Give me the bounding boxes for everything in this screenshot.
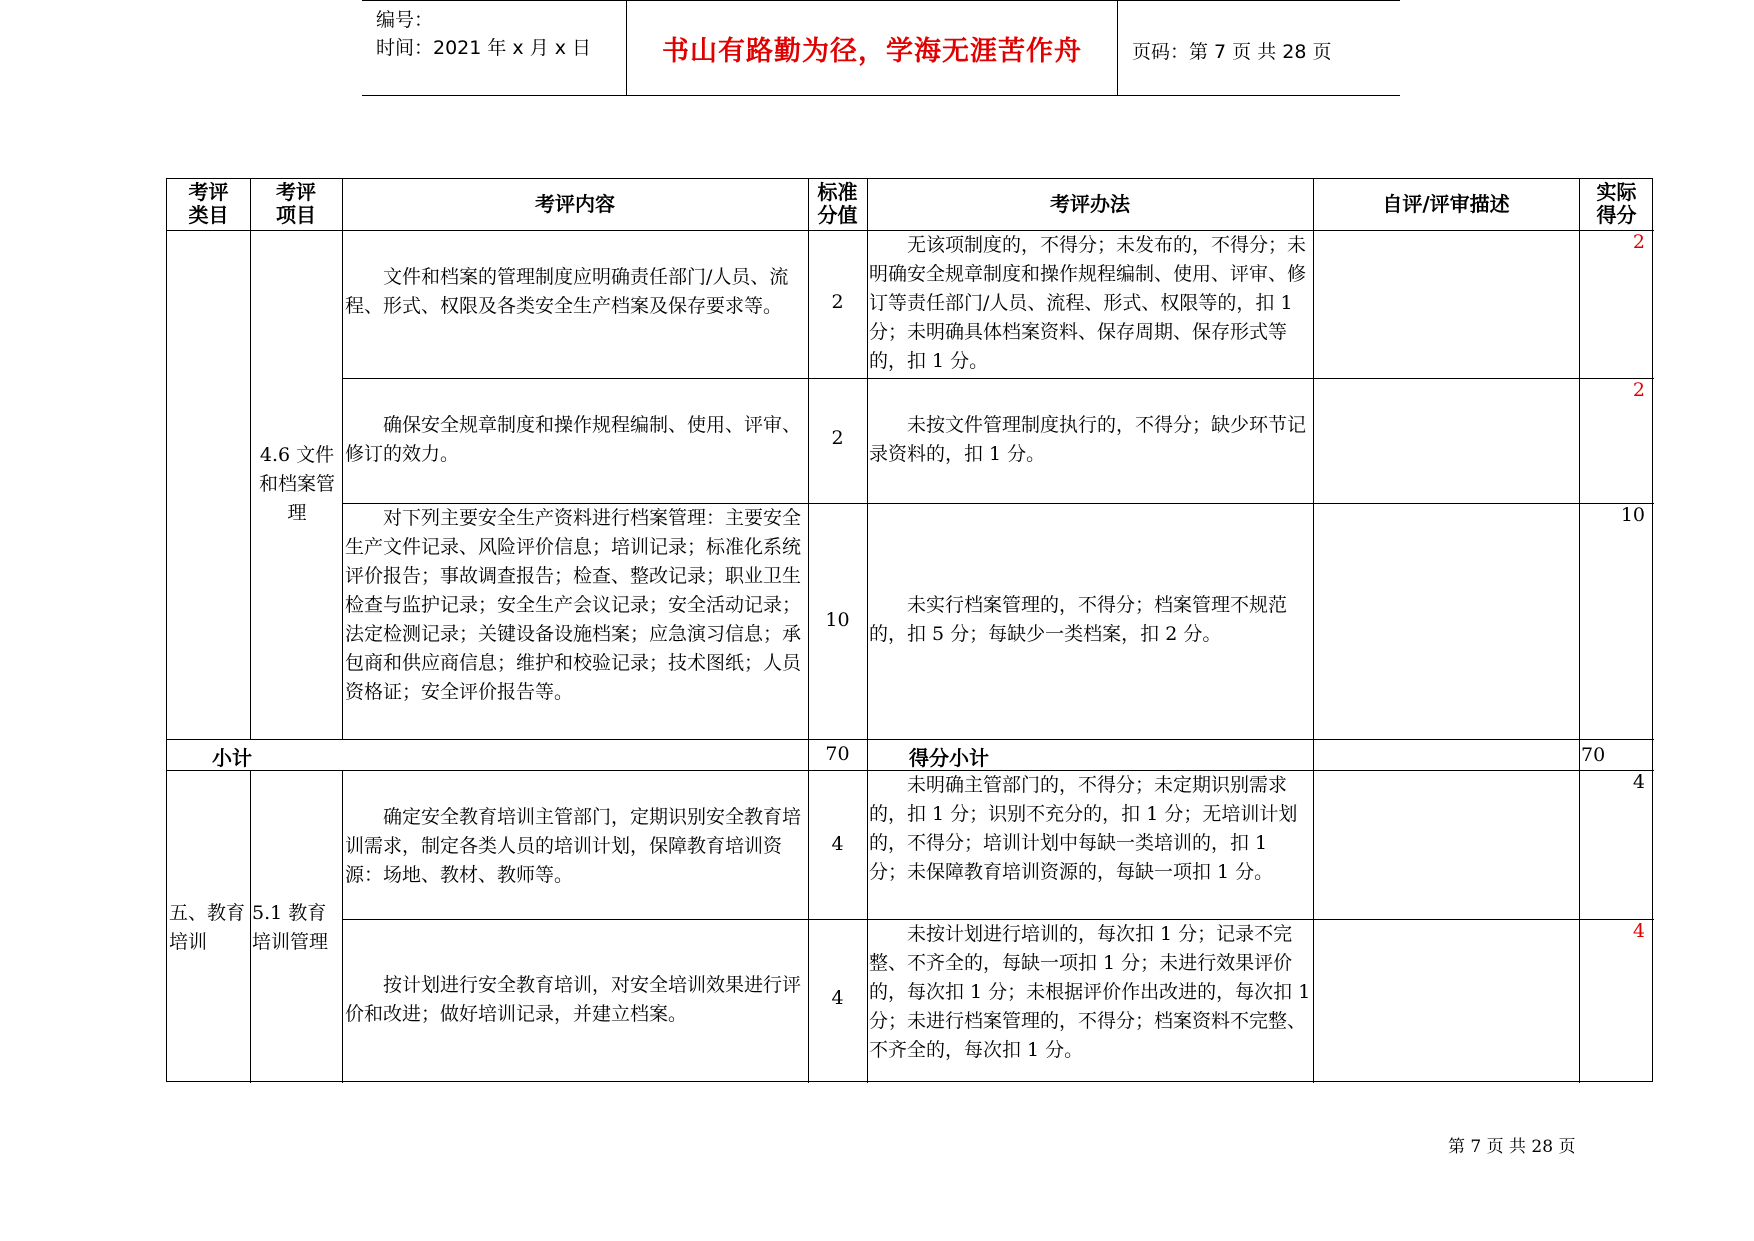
content-cell: 对下列主要安全生产资料进行档案管理：主要安全生产文件记录、风险评价信息；培训记录；标准化系统评价报告；事故调查报告；检查、整改记录；职业卫生检查与监护记录；安全生产会议记录；安全活动记录；法定检测记录；关键设备设施档案；应急演习信息；承包商和供应商信息；维护和校验记录；技术图纸；人员资格证；安全评价报告等。 (345, 507, 802, 703)
col-header-item: 考评 项目 (276, 180, 316, 227)
col-header-content: 考评内容 (535, 192, 615, 216)
item-4-6-label: 4.6 文件和档案管理 (258, 444, 335, 524)
col-header-description: 自评/评审描述 (1382, 192, 1510, 216)
subtotal-label: 小计 (212, 746, 252, 770)
grid-line (808, 179, 809, 1083)
standard-score: 10 (825, 609, 850, 631)
col-header-standard: 标准 分值 (817, 180, 858, 227)
method-cell: 未明确主管部门的，不得分；未定期识别需求的，扣 1 分；识别不充分的，扣 1 分；无培训计划的，不得分；培训计划中每缺一类培训的，扣 1 分；未保障教育培训资源的，每缺一项扣 1 分。 (869, 774, 1298, 883)
method-cell: 未按计划进行培训的，每次扣 1 分；记录不完整、不齐全的，每缺一项扣 1 分；未进行效果评价的，每次扣 1 分；未根据评价作出改进的，每次扣 1 分；未进行档案管理的，不得分；档案资料不完整、不齐全的，每次扣 1 分。 (869, 923, 1311, 1061)
grid-line (342, 770, 343, 1083)
score-subtotal-value: 70 (1581, 744, 1606, 766)
content-cell: 确保安全规章制度和操作规程编制、使用、评审、修订的效力。 (345, 414, 802, 465)
subtotal-value: 70 (825, 743, 850, 765)
actual-score: 2 (1632, 231, 1645, 253)
document-date: 时间：2021 年 x 月 x 日 (376, 37, 592, 59)
header-center-cell (627, 1, 1118, 95)
header-motto: 书山有路勤为径，学海无涯苦作舟 (662, 36, 1082, 67)
method-cell: 未按文件管理制度执行的，不得分；缺少环节记录资料的，扣 1 分。 (869, 414, 1307, 465)
grid-line (250, 179, 251, 739)
item-5-1-label: 5.1 教育培训管理 (252, 902, 329, 953)
grid-line (342, 179, 343, 739)
col-header-actual: 实际 得分 (1596, 180, 1637, 227)
standard-score: 2 (831, 291, 844, 313)
method-cell: 未实行档案管理的，不得分；档案管理不规范的，扣 5 分；每缺少一类档案，扣 2 分。 (869, 594, 1288, 645)
content-cell: 按计划进行安全教育培训，对安全培训效果进行评价和改进；做好培训记录，并建立档案。 (345, 974, 802, 1025)
header-left-cell (362, 1, 627, 95)
page-footer: 第 7 页 共 28 页 (1448, 1137, 1576, 1157)
content-cell: 确定安全教育培训主管部门，定期识别安全教育培训需求，制定各类人员的培训计划，保障教育培训资源：场地、教材、教师等。 (345, 806, 802, 886)
grid-line (867, 179, 868, 1083)
col-header-category: 考评 类目 (188, 180, 229, 227)
actual-score: 2 (1632, 379, 1645, 401)
category-5-label: 五、教育培训 (169, 902, 246, 953)
header-right-cell (1118, 1, 1400, 95)
header-page-code: 页码：第 7 页 共 28 页 (1132, 41, 1332, 63)
page-header (362, 0, 1400, 96)
grid-line (1579, 179, 1580, 1083)
standard-score: 4 (831, 987, 844, 1009)
actual-score: 10 (1620, 504, 1645, 526)
evaluation-table (166, 178, 1653, 1082)
content-cell: 文件和档案的管理制度应明确责任部门/人员、流程、形式、权限及各类安全生产档案及保存要求等。 (345, 266, 789, 317)
col-header-method: 考评办法 (1050, 192, 1130, 216)
grid-line (167, 739, 1654, 740)
actual-score: 4 (1632, 920, 1645, 942)
grid-line (250, 770, 251, 1083)
grid-line (342, 378, 1654, 379)
document-number-label: 编号： (376, 9, 434, 31)
method-cell: 无该项制度的，不得分；未发布的，不得分；未明确安全规章制度和操作规程编制、使用、评审、修订等责任部门/人员、流程、形式、权限等的，扣 1 分；未明确具体档案资料、保存周期、保存形式等的，扣 1 分。 (869, 234, 1307, 372)
grid-line (1313, 179, 1314, 1083)
actual-score: 4 (1632, 771, 1645, 793)
score-subtotal-label: 得分小计 (909, 746, 989, 770)
standard-score: 2 (831, 427, 844, 449)
standard-score: 4 (831, 833, 844, 855)
